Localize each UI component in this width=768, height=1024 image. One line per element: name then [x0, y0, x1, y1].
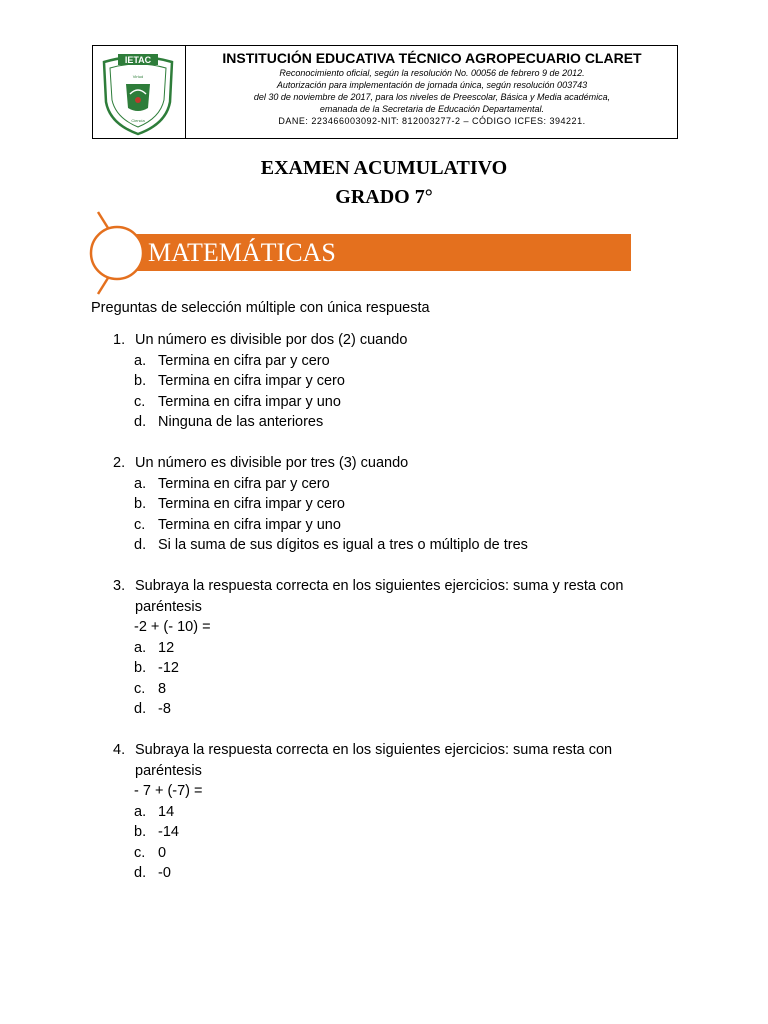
exam-grade: GRADO 7° [335, 186, 433, 208]
option-letter: d. [134, 865, 147, 881]
answer-option [113, 658, 623, 679]
header-text-block [187, 48, 677, 127]
question-number: 1. [113, 332, 126, 348]
option-letter: b. [134, 660, 147, 676]
answer-option [113, 802, 612, 823]
institution-header [92, 45, 678, 139]
answer-option [113, 679, 623, 700]
option-letter: c. [134, 393, 146, 410]
option-letter: a. [134, 639, 147, 656]
question-number: 4. [113, 742, 126, 758]
question-2 [113, 453, 528, 556]
answer-option [113, 351, 407, 372]
option-text: Termina en cifra par y cero [158, 352, 330, 369]
answer-option [113, 863, 612, 884]
option-text: -8 [158, 701, 171, 717]
logo-lettering: IETAC [124, 55, 152, 65]
question-text: Subraya la respuesta correcta en los siguientes ejercicios: suma y resta con [135, 578, 624, 594]
question-stem [113, 453, 528, 474]
question-stem [113, 330, 407, 351]
question-stem [113, 740, 612, 761]
option-letter: c. [134, 516, 146, 533]
option-letter: a. [134, 475, 147, 492]
math-expression: - 7 + (-7) = [134, 783, 203, 799]
answer-option [113, 638, 623, 659]
header-line-resolution: Reconocimiento oficial, según la resolución No. 00056 de febrero 9 de 2012. [279, 68, 585, 78]
option-letter: d. [134, 537, 147, 553]
header-line-secretaria: emanada de la Secretaria de Educación Departamental. [319, 104, 545, 114]
option-text: Ninguna de las anteriores [158, 414, 324, 430]
question-stem [113, 576, 623, 597]
option-text: 14 [158, 803, 175, 820]
option-text: Si la suma de sus dígitos es igual a tres o múltiplo de tres [158, 537, 528, 553]
question-number: 2. [113, 455, 126, 471]
question-text-continuation: paréntesis [135, 598, 202, 615]
answer-option [113, 699, 623, 720]
exam-title: EXAMEN ACUMULATIVO [260, 157, 508, 179]
question-3 [113, 576, 623, 720]
question-text: Subraya la respuesta correcta en los siguientes ejercicios: suma resta con [135, 742, 613, 758]
header-line-dane: DANE: 223466003092-NIT: 812003277-2 – CÓDIGO ICFES: 394221. [278, 116, 586, 126]
answer-option [113, 371, 407, 392]
answer-option [113, 822, 612, 843]
school-crest-logo [96, 50, 180, 136]
question-text: Un número es divisible por tres (3) cuando [135, 455, 409, 471]
option-letter: b. [134, 373, 147, 389]
answer-option [113, 843, 612, 864]
option-letter: b. [134, 824, 147, 840]
answer-option [113, 412, 407, 433]
option-text: Termina en cifra impar y cero [158, 373, 345, 389]
instructions: Preguntas de selección múltiple con única respuesta [91, 300, 430, 316]
question-text: Un número es divisible por dos (2) cuando [135, 332, 408, 348]
option-letter: a. [134, 803, 147, 820]
option-text: -14 [158, 824, 179, 840]
answer-option [113, 515, 528, 536]
answer-option [113, 494, 528, 515]
option-text: 12 [158, 639, 175, 656]
question-1 [113, 330, 407, 433]
header-line-levels: del 30 de noviembre de 2017, para los niveles de Preescolar, Básica y Media académica, [253, 92, 611, 102]
subject-title: MATEMÁTICAS [148, 238, 336, 267]
option-letter: c. [134, 680, 146, 697]
institution-name: INSTITUCIÓN EDUCATIVA TÉCNICO AGROPECUARIO CLARET [222, 50, 642, 66]
option-text: Termina en cifra par y cero [158, 475, 330, 492]
option-text: Termina en cifra impar y cero [158, 496, 345, 512]
answer-option [113, 474, 528, 495]
option-letter: a. [134, 352, 147, 369]
math-expression: -2 + (- 10) = [134, 619, 211, 635]
option-text: -12 [158, 660, 179, 676]
header-line-authorization: Autorización para implementación de jornada única, según resolución 003743 [276, 80, 588, 90]
option-text: -0 [158, 865, 171, 881]
question-number: 3. [113, 578, 126, 594]
subject-ring-icon [86, 210, 148, 296]
svg-text:Virtud: Virtud [132, 74, 144, 79]
question-text-continuation: paréntesis [135, 762, 202, 779]
header-divider [185, 46, 186, 138]
svg-text:Ciencia: Ciencia [131, 118, 145, 123]
option-text: Termina en cifra impar y uno [158, 393, 341, 410]
question-4 [113, 740, 612, 884]
option-text: Termina en cifra impar y uno [158, 516, 341, 533]
option-letter: b. [134, 496, 147, 512]
answer-option [113, 535, 528, 556]
option-letter: c. [134, 844, 146, 861]
answer-option [113, 392, 407, 413]
option-text: 8 [158, 680, 167, 697]
option-text: 0 [158, 844, 167, 861]
option-letter: d. [134, 701, 147, 717]
option-letter: d. [134, 414, 147, 430]
